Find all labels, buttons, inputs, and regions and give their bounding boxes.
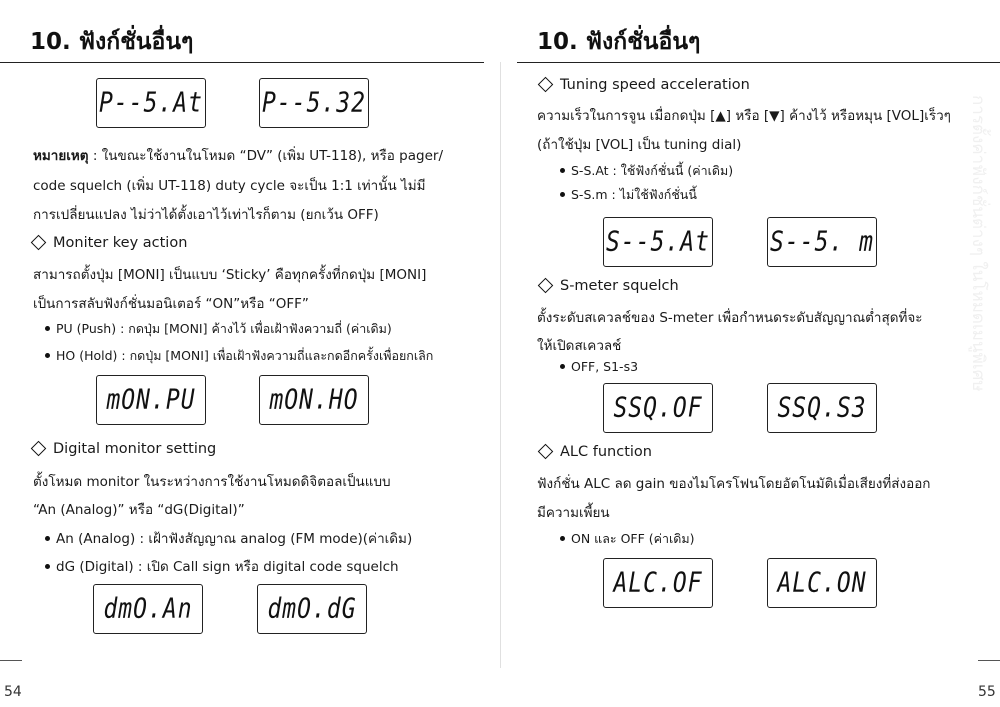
lcd-display-dmo-an: dmO.An	[93, 584, 203, 634]
bullet-icon	[45, 536, 50, 541]
monitor-key-bullet-pu: PU (Push) : กดปุ่ม [MONI] ค้างไว้ เพื่อเฝ้าฟังความถี่ (ค่าเดิม)	[45, 319, 392, 339]
smeter-line-1: ตั้งระดับสเควลช์ของ S-meter เพื่อกำหนดระดับสัญญาณต่ำสุดที่จะ	[537, 310, 923, 326]
alc-heading: ALC function	[537, 444, 652, 460]
monitor-key-line-2: เป็นการสลับฟังก์ชั่นมอนิเตอร์ “ON”หรือ “OFF”	[33, 296, 309, 312]
alc-line-2: มีความเพี้ยน	[537, 505, 610, 521]
bullet-icon	[560, 536, 565, 541]
lcd-display-dmo-dg: dmO.dG	[257, 584, 367, 634]
page-number-left: 54	[4, 684, 22, 700]
tuning-heading: Tuning speed acceleration	[537, 77, 750, 93]
note-line-3: การเปลี่ยนแปลง ไม่ว่าได้ตั้งเอาไว้เท่าไรก็ตาม (ยกเว้น OFF)	[33, 207, 379, 223]
side-tab-label: การตั้งค่าฟังก์ชั่นต่างๆ ในโหมดเมนูพิเศษ	[968, 95, 988, 392]
left-page-title: 10. ฟังก์ชั่นอื่นๆ	[30, 29, 194, 55]
lcd-display-ssat: S--5.At	[603, 217, 713, 267]
note-line-2: code squelch (เพิ่ม UT-118) duty cycle จะเป็น 1:1 เท่านั้น ไม่มี	[33, 178, 426, 194]
page-number-right: 55	[978, 684, 996, 700]
right-page-title: 10. ฟังก์ชั่นอื่นๆ	[537, 29, 701, 55]
smeter-heading: S-meter squelch	[537, 278, 679, 294]
lcd-display-alc-of: ALC.OF	[603, 558, 713, 608]
right-footer-rule	[978, 660, 1000, 661]
digital-monitor-heading: Digital monitor setting	[30, 441, 216, 457]
diamond-icon	[538, 444, 554, 460]
left-footer-rule	[0, 660, 22, 661]
bullet-icon	[560, 364, 565, 369]
diamond-icon	[31, 441, 47, 457]
lcd-display-ssq-s3: SSQ.S3	[767, 383, 877, 433]
tuning-bullet-ssat: S-S.At : ใช้ฟังก์ชั่นนี้ (ค่าเดิม)	[560, 161, 733, 181]
right-title-rule	[517, 62, 1000, 63]
bullet-icon	[45, 326, 50, 331]
smeter-line-2: ให้เปิดสเควลช์	[537, 338, 622, 354]
alc-bullet: ON และ OFF (ค่าเดิม)	[560, 529, 695, 549]
lcd-display-ssq-of: SSQ.OF	[603, 383, 713, 433]
lcd-display-mon-pu: mON.PU	[96, 375, 206, 425]
digital-monitor-line-2: “An (Analog)” หรือ “dG(Digital)”	[33, 502, 245, 518]
smeter-bullet: OFF, S1-s3	[560, 359, 638, 374]
digital-monitor-line-1: ตั้งโหมด monitor ในระหว่างการใช้งานโหมดดิจิตอลเป็นแบบ	[33, 474, 391, 490]
tuning-line-2: (ถ้าใช้ปุ่ม [VOL] เป็น tuning dial)	[537, 137, 742, 153]
lcd-display-psat: P--5.At	[96, 78, 206, 128]
alc-line-1: ฟังก์ชั่น ALC ลด gain ของไมโครโฟนโดยอัตโนมัติเมื่อเสียงที่ส่งออก	[537, 476, 931, 492]
digital-monitor-bullet-an: An (Analog) : เฝ้าฟังสัญญาณ analog (FM mode)(ค่าเดิม)	[45, 527, 412, 549]
monitor-key-heading: Moniter key action	[30, 235, 187, 251]
monitor-key-line-1: สามารถตั้งปุ่ม [MONI] เป็นแบบ ‘Sticky’ คือทุกครั้งที่กดปุ่ม [MONI]	[33, 267, 427, 283]
lcd-display-ps32: P--5.32	[259, 78, 369, 128]
monitor-key-bullet-ho: HO (Hold) : กดปุ่ม [MONI] เพื่อเฝ้าฟังความถี่และกดอีกครั้งเพื่อยกเลิก	[45, 346, 433, 366]
bullet-icon	[45, 353, 50, 358]
down-arrow-icon: ▼	[769, 108, 780, 124]
lcd-display-ssm: S--5. m	[767, 217, 877, 267]
page-gutter	[500, 62, 501, 668]
note-line-1: หมายเหตุ : ในขณะใช้งานในโหมด “DV” (เพิ่ม UT-118), หรือ pager/	[33, 148, 443, 164]
lcd-display-alc-on: ALC.ON	[767, 558, 877, 608]
diamond-icon	[538, 278, 554, 294]
up-arrow-icon: ▲	[715, 108, 726, 124]
bullet-icon	[560, 192, 565, 197]
tuning-bullet-ssm: S-S.m : ไม่ใช้ฟังก์ชั่นนี้	[560, 185, 697, 205]
bullet-icon	[560, 168, 565, 173]
diamond-icon	[538, 77, 554, 93]
left-title-rule	[0, 62, 484, 63]
diamond-icon	[31, 235, 47, 251]
tuning-line-1: ความเร็วในการจูน เมื่อกดปุ่ม [▲] หรือ [▼] ค้างไว้ หรือหมุน [VOL]เร็วๆ	[537, 108, 951, 124]
bullet-icon	[45, 564, 50, 569]
lcd-display-mon-ho: mON.HO	[259, 375, 369, 425]
digital-monitor-bullet-dg: dG (Digital) : เปิด Call sign หรือ digital code squelch	[45, 555, 399, 577]
